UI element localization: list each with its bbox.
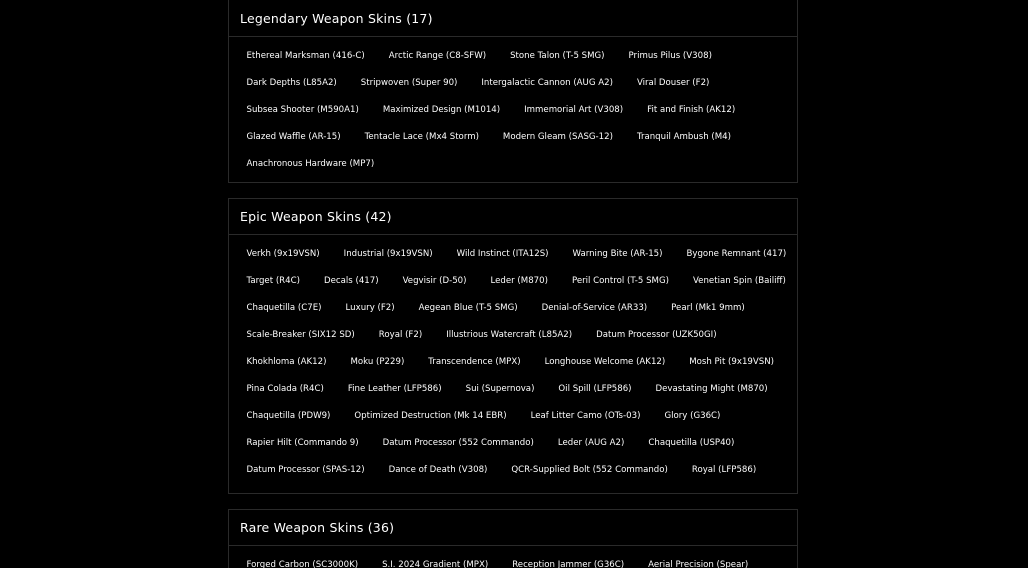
skin-item[interactable]: Luxury (F2) [345,302,395,313]
skin-row [234,294,792,321]
skin-item[interactable]: Rapier Hilt (Commando 9) [246,437,359,448]
skin-item[interactable]: Target (R4C) [246,275,300,286]
skin-item[interactable]: Illustrious Watercraft (L85A2) [446,329,573,340]
skin-item[interactable]: Optimized Destruction (Mk 14 EBR) [354,410,507,421]
skin-item[interactable]: Transcendence (MPX) [428,356,521,367]
legendary-skins-title: Legendary Weapon Skins (17) [240,11,433,26]
skin-item[interactable]: Devastating Might (M870) [655,383,768,394]
rare-skins-list [229,546,797,568]
skin-item[interactable]: Royal (F2) [378,329,423,340]
skin-row [234,429,792,456]
skin-item[interactable]: Mosh Pit (9x19VSN) [689,356,775,367]
epic-skins-header [229,199,797,235]
skin-item[interactable]: Khokhloma (AK12) [246,356,327,367]
skin-item[interactable]: Maximized Design (M1014) [382,104,501,115]
skin-row [234,267,792,294]
skin-item[interactable]: Verkh (9x19VSN) [246,248,320,259]
skin-item[interactable]: Scale-Breaker (SIX12 SD) [246,329,355,340]
rare-skins-panel [228,509,798,568]
skin-row [234,150,792,177]
skin-item[interactable]: Intergalactic Cannon (AUG A2) [481,77,613,88]
skin-item[interactable]: Dance of Death (V308) [388,464,488,475]
skin-item[interactable]: Venetian Spin (Bailiff) [692,275,786,286]
skin-row [234,375,792,402]
skin-row [234,402,792,429]
skin-item[interactable]: Forged Carbon (SC3000K) [246,559,359,568]
skin-row [234,551,792,568]
rare-skins-title: Rare Weapon Skins (36) [240,520,395,535]
skin-item[interactable]: Stone Talon (T-5 SMG) [510,50,605,61]
skin-item[interactable]: Dark Depths (L85A2) [246,77,337,88]
epic-skins-title: Epic Weapon Skins (42) [240,209,392,224]
skin-item[interactable]: Denial-of-Service (AR33) [541,302,648,313]
skin-item[interactable]: Leder (M870) [490,275,548,286]
skin-item[interactable]: Datum Processor (SPAS-12) [246,464,365,475]
skin-item[interactable]: QCR-Supplied Bolt (552 Commando) [511,464,668,475]
skin-row [234,69,792,96]
skin-item[interactable]: Oil Spill (LFP586) [558,383,632,394]
skin-row [234,240,792,267]
skin-item[interactable]: Immemorial Art (V308) [524,104,624,115]
skin-item[interactable]: Pearl (Mk1 9mm) [671,302,745,313]
skin-item[interactable]: Decals (417) [323,275,379,286]
skin-item[interactable]: Stripwoven (Super 90) [360,77,458,88]
skin-item[interactable]: Leaf Litter Camo (OTs-03) [530,410,641,421]
skin-item[interactable]: Reception Jammer (G36C) [512,559,625,568]
skin-row [234,321,792,348]
skin-item[interactable]: Aegean Blue (T-5 SMG) [418,302,518,313]
skin-item[interactable]: Wild Instinct (ITA12S) [456,248,549,259]
skin-item[interactable]: Warning Bite (AR-15) [572,248,663,259]
skin-item[interactable]: Chaquetilla (C7E) [246,302,322,313]
skin-item[interactable]: Peril Control (T-5 SMG) [571,275,669,286]
skin-item[interactable]: Industrial (9x19VSN) [343,248,433,259]
skin-item[interactable]: Royal (LFP586) [691,464,757,475]
skin-item[interactable]: Pina Colada (R4C) [246,383,324,394]
legendary-skins-header [229,0,797,37]
skin-item[interactable]: Vegvisir (D-50) [402,275,467,286]
skin-item[interactable]: Fine Leather (LFP586) [347,383,442,394]
skin-item[interactable]: Arctic Range (C8-SFW) [388,50,487,61]
skin-item[interactable]: Subsea Shooter (M590A1) [246,104,359,115]
skin-row [234,456,792,483]
skin-item[interactable]: Viral Douser (F2) [636,77,710,88]
skin-item[interactable]: Glazed Waffle (AR-15) [246,131,341,142]
skin-item[interactable]: Bygone Remnant (417) [686,248,787,259]
skin-item[interactable]: S.I. 2024 Gradient (MPX) [382,559,489,568]
rare-skins-header [229,510,797,546]
skin-item[interactable]: Sui (Supernova) [465,383,535,394]
skin-item[interactable]: Anachronous Hardware (MP7) [246,158,375,169]
skin-row [234,123,792,150]
skin-item[interactable]: Glory (G36C) [664,410,721,421]
skin-row [234,42,792,69]
skin-item[interactable]: Chaquetilla (PDW9) [246,410,331,421]
epic-skins-list [229,235,797,483]
skin-item[interactable]: Ethereal Marksman (416-C) [246,50,365,61]
skin-item[interactable]: Modern Gleam (SASG-12) [502,131,613,142]
skin-item[interactable]: Tentacle Lace (Mx4 Storm) [364,131,479,142]
legendary-skins-list [229,37,797,177]
skin-item[interactable]: Longhouse Welcome (AK12) [544,356,666,367]
skin-item[interactable]: Moku (P229) [350,356,405,367]
skin-item[interactable]: Fit and Finish (AK12) [647,104,736,115]
skin-item[interactable]: Primus Pilus (V308) [628,50,712,61]
skin-item[interactable]: Datum Processor (552 Commando) [382,437,534,448]
legendary-skins-panel [228,0,798,183]
skin-item[interactable]: Datum Processor (UZK50GI) [596,329,717,340]
skin-item[interactable]: Tranquil Ambush (M4) [636,131,731,142]
skin-row [234,96,792,123]
skin-item[interactable]: Leder (AUG A2) [557,437,625,448]
skin-item[interactable]: Chaquetilla (USP40) [648,437,735,448]
epic-skins-panel [228,198,798,494]
skin-row [234,348,792,375]
skin-item[interactable]: Aerial Precision (Spear) [648,559,749,568]
